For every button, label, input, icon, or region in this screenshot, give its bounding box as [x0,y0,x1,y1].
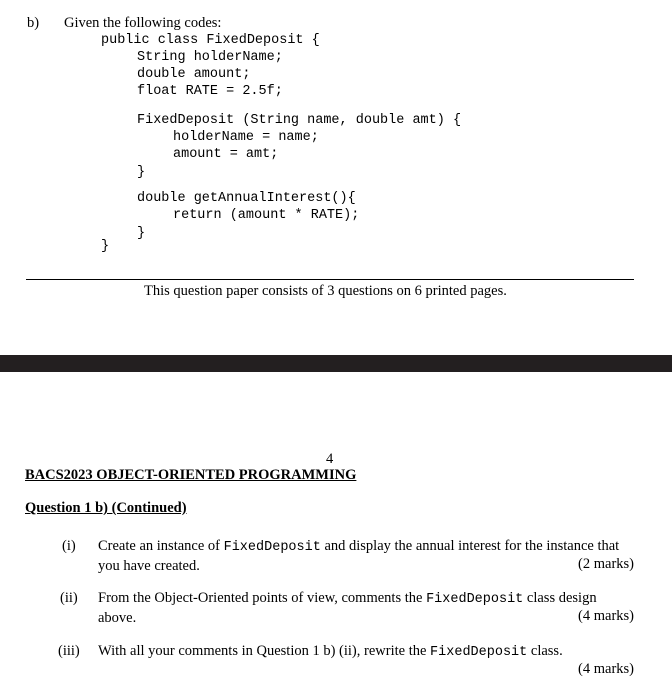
code-line: double amount; [137,67,251,82]
question-item [98,642,634,662]
item-marks: (4 marks) [578,608,634,624]
item-number: (i) [62,538,76,554]
item-text: From the Object-Oriented points of view, comments the [98,590,427,606]
code-line: } [101,239,110,254]
item-text: With all your comments in Question 1 b) (ii), rewrite the [98,643,431,659]
item-text: Create an instance of [98,538,224,554]
item-marks: (4 marks) [578,661,634,677]
inline-code: FixedDeposit [430,645,528,660]
item-number: (ii) [60,590,78,606]
question-heading: Question 1 b) (Continued) [25,500,187,516]
page-number: 4 [326,451,334,467]
code-line: String holderName; [137,50,283,65]
item-number: (iii) [58,643,80,659]
code-line: amount = amt; [173,147,279,162]
page-footer-note: This question paper consists of 3 questions on 6 printed pages. [144,283,507,299]
code-line: FixedDeposit (String name, double amt) { [137,113,462,128]
footer-divider [26,279,634,280]
question-item [98,537,634,575]
code-line: double getAnnualInterest(){ [137,191,356,206]
page-separator-band [0,355,672,372]
code-line: return (amount * RATE); [173,208,360,223]
code-line: } [137,226,146,241]
item-marks: (2 marks) [578,556,634,572]
inline-code: FixedDeposit [426,592,524,607]
item-text: class design above. [98,590,597,626]
item-text: and display the annual interest for the instance that you have created. [98,538,620,574]
part-intro: Given the following codes: [64,15,222,31]
course-title: BACS2023 OBJECT-ORIENTED PROGRAMMING [25,467,357,483]
part-label: b) [27,15,40,31]
code-line: float RATE = 2.5f; [137,84,283,99]
code-line: } [137,165,146,180]
code-line: public class FixedDeposit { [101,33,320,48]
question-item [98,589,634,627]
code-line: holderName = name; [173,130,319,145]
inline-code: FixedDeposit [223,540,321,555]
item-text: class. [527,643,563,659]
